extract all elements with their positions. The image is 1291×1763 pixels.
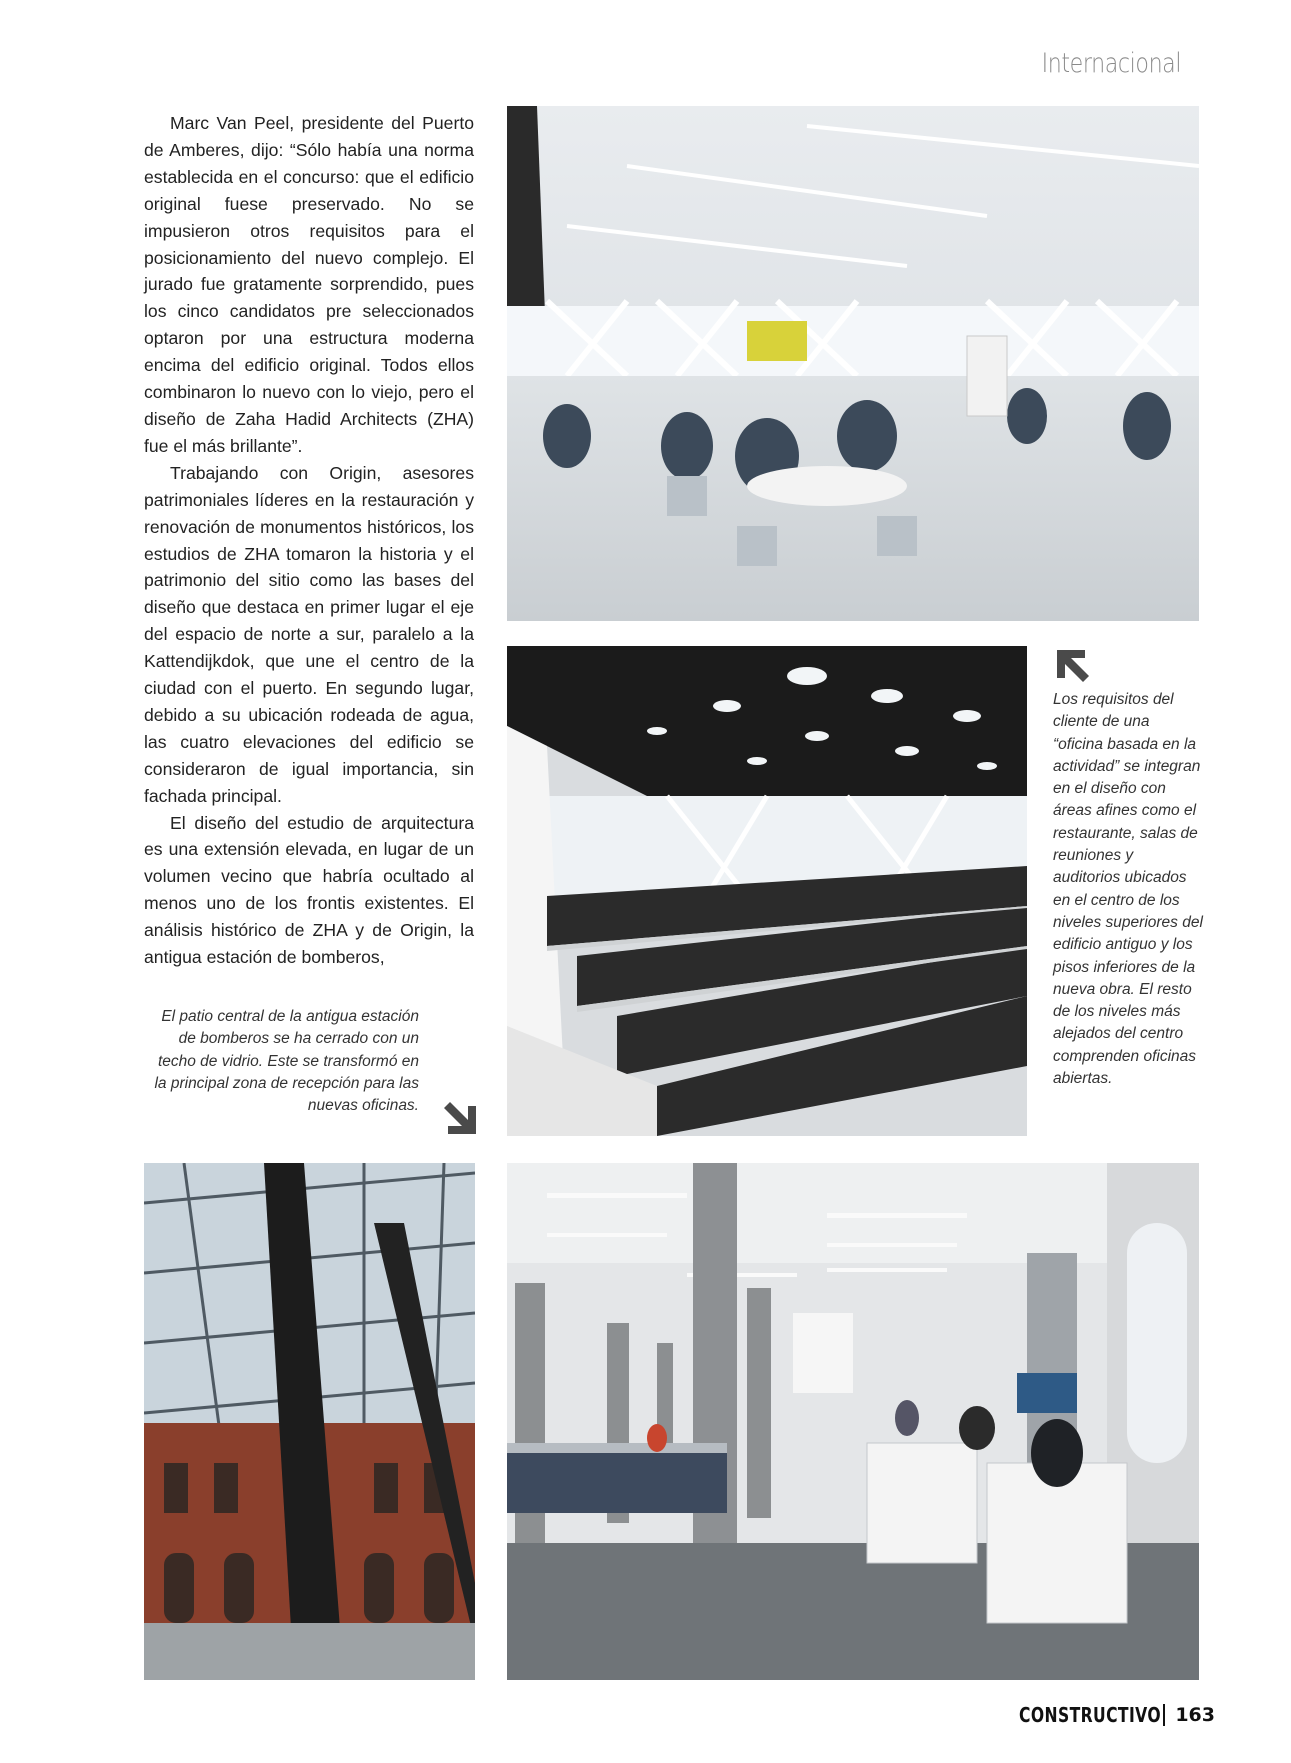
arrow-down-right-icon [440,1098,480,1138]
page-footer [979,1703,1215,1727]
caption-courtyard: El patio central de la antigua estación de bomberos se ha cerrado con un techo de vidrio. Este se transformó en la principal zona de recepción para las nuevas oficinas. [154,1008,419,1115]
magazine-brand: CONSTRUCTIVO [1019,1703,1162,1727]
arrow-up-left-icon [1053,646,1093,686]
caption-program: Los requisitos del cliente de una “oficina basada en la actividad” se integran en el diseño con áreas afines como el restaurante, salas de reuniones y auditorios ubicados en el centro de los niveles superiores del edificio antiguo y los pisos inferiores de la nueva obra. El resto de los niveles más alejados del centro comprenden oficinas abiertas. [1053,691,1203,1088]
photo-courtyard [144,1163,475,1680]
photo-restaurant [507,106,1199,621]
article-paragraph-3: El diseño del estudio de arquitectura es una extensión elevada, en lugar de un volumen vecino que habría ocultado al menos uno de los frontis existentes. El análisis histórico de ZHA y de Origin, la antigua estación de bomberos, [144,812,474,968]
page-number: 163 [1175,1704,1215,1726]
article-paragraph-2: Trabajando con Origin, asesores patrimoniales líderes en la restauración y renovación de monumentos históricos, los estudios de ZHA tomaron la historia y el patrimonio del sitio como las bases del diseño que destaca en primer lugar el eje del espacio de norte a sur, paralelo a la Kattendijkdok, que une el centro de la ciudad con el puerto. En segundo lugar, debido a su ubicación rodeada de agua, las cuatro elevaciones del edificio se consideraron de igual importancia, sin fachada principal. [144,462,474,806]
photo-office [507,1163,1199,1680]
photo-auditorium [507,646,1027,1136]
article-body [144,110,474,971]
section-title: Internacional [1041,48,1181,79]
article-paragraph-1: Marc Van Peel, presidente del Puerto de Amberes, dijo: “Sólo había una norma establecida en el concurso: que el edificio original fuese preservado. No se impusieron otros requisitos para el posicionamiento del nuevo complejo. El jurado fue gratamente sorprendido, pues los cinco candidatos pre seleccionados optaron por una estructura moderna encima del edificio original. Todos ellos combinaron lo nuevo con lo viejo, pero el diseño de Zaha Hadid Architects (ZHA) fue el más brillante”. [144,113,474,456]
footer-separator [1163,1704,1165,1726]
